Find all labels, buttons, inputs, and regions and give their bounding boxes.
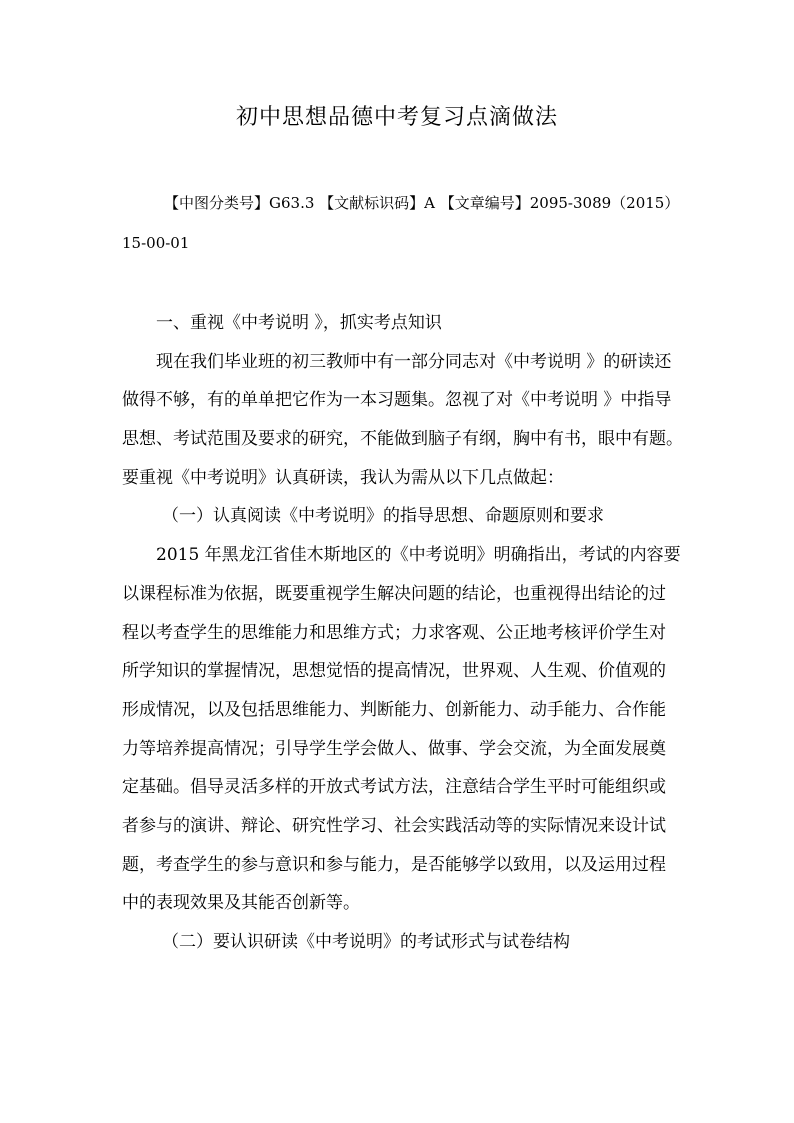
paragraph-line: 形成情况，以及包括思维能力、判断能力、创新能力、动手能力、合作能 bbox=[122, 699, 666, 720]
document-body bbox=[122, 304, 682, 962]
paragraph-line: 程以考查学生的思维能力和思维方式；力求客观、公正地考核评价学生对 bbox=[122, 622, 666, 643]
paragraph-line: 现在我们毕业班的初三教师中有一部分同志对《中考说明 》的研读还 bbox=[156, 351, 672, 372]
document-title: 初中思想品德中考复习点滴做法 bbox=[235, 105, 558, 130]
paragraph-line: 定基础。倡导灵活多样的开放式考试方法，注意结合学生平时可能组织或 bbox=[122, 777, 666, 798]
paragraph-line: 者参与的演讲、辩论、研究性学习、社会实践活动等的实际情况来设计试 bbox=[122, 815, 666, 836]
paragraph-line: 2015 年黑龙江省佳木斯地区的《中考说明》明确指出，考试的内容要 bbox=[156, 545, 681, 566]
subsection-heading: （二）要认识研读《中考说明》的考试形式与试卷结构 bbox=[162, 932, 570, 952]
paragraph-line: 中的表现效果及其能否创新等。 bbox=[122, 893, 360, 914]
paragraph-line: 要重视《中考说明》认真研读，我认为需从以下几点做起： bbox=[122, 467, 564, 488]
subsection-heading: （一）认真阅读《中考说明》的指导思想、命题原则和要求 bbox=[162, 506, 604, 527]
section-heading: 一、重视《中考说明 》，抓实考点知识 bbox=[156, 313, 442, 333]
paragraph-line: 做得不够，有的单单把它作为一本习题集。忽视了对《中考说明 》中指导 bbox=[122, 390, 672, 411]
paragraph-line: 力等培养提高情况；引导学生学会做人、做事、学会交流，为全面发展奠 bbox=[122, 738, 666, 759]
paragraph-line: 思想、考试范围及要求的研究，不能做到脑子有纲，胸中有书，眼中有题。 bbox=[122, 429, 683, 450]
paragraph-line: 以课程标准为依据，既要重视学生解决问题的结论，也重视得出结论的过 bbox=[122, 583, 666, 604]
paragraph-line: 题，考查学生的参与意识和参与能力，是否能够学以致用，以及运用过程 bbox=[122, 854, 666, 875]
paragraph-line: 所学知识的掌握情况，思想觉悟的提高情况，世界观、人生观、价值观的 bbox=[122, 661, 666, 682]
classification-meta: 【中图分类号】G63.3 【文献标识码】A 【文章编号】2095-3089（2015）15-00-01 bbox=[122, 194, 680, 252]
